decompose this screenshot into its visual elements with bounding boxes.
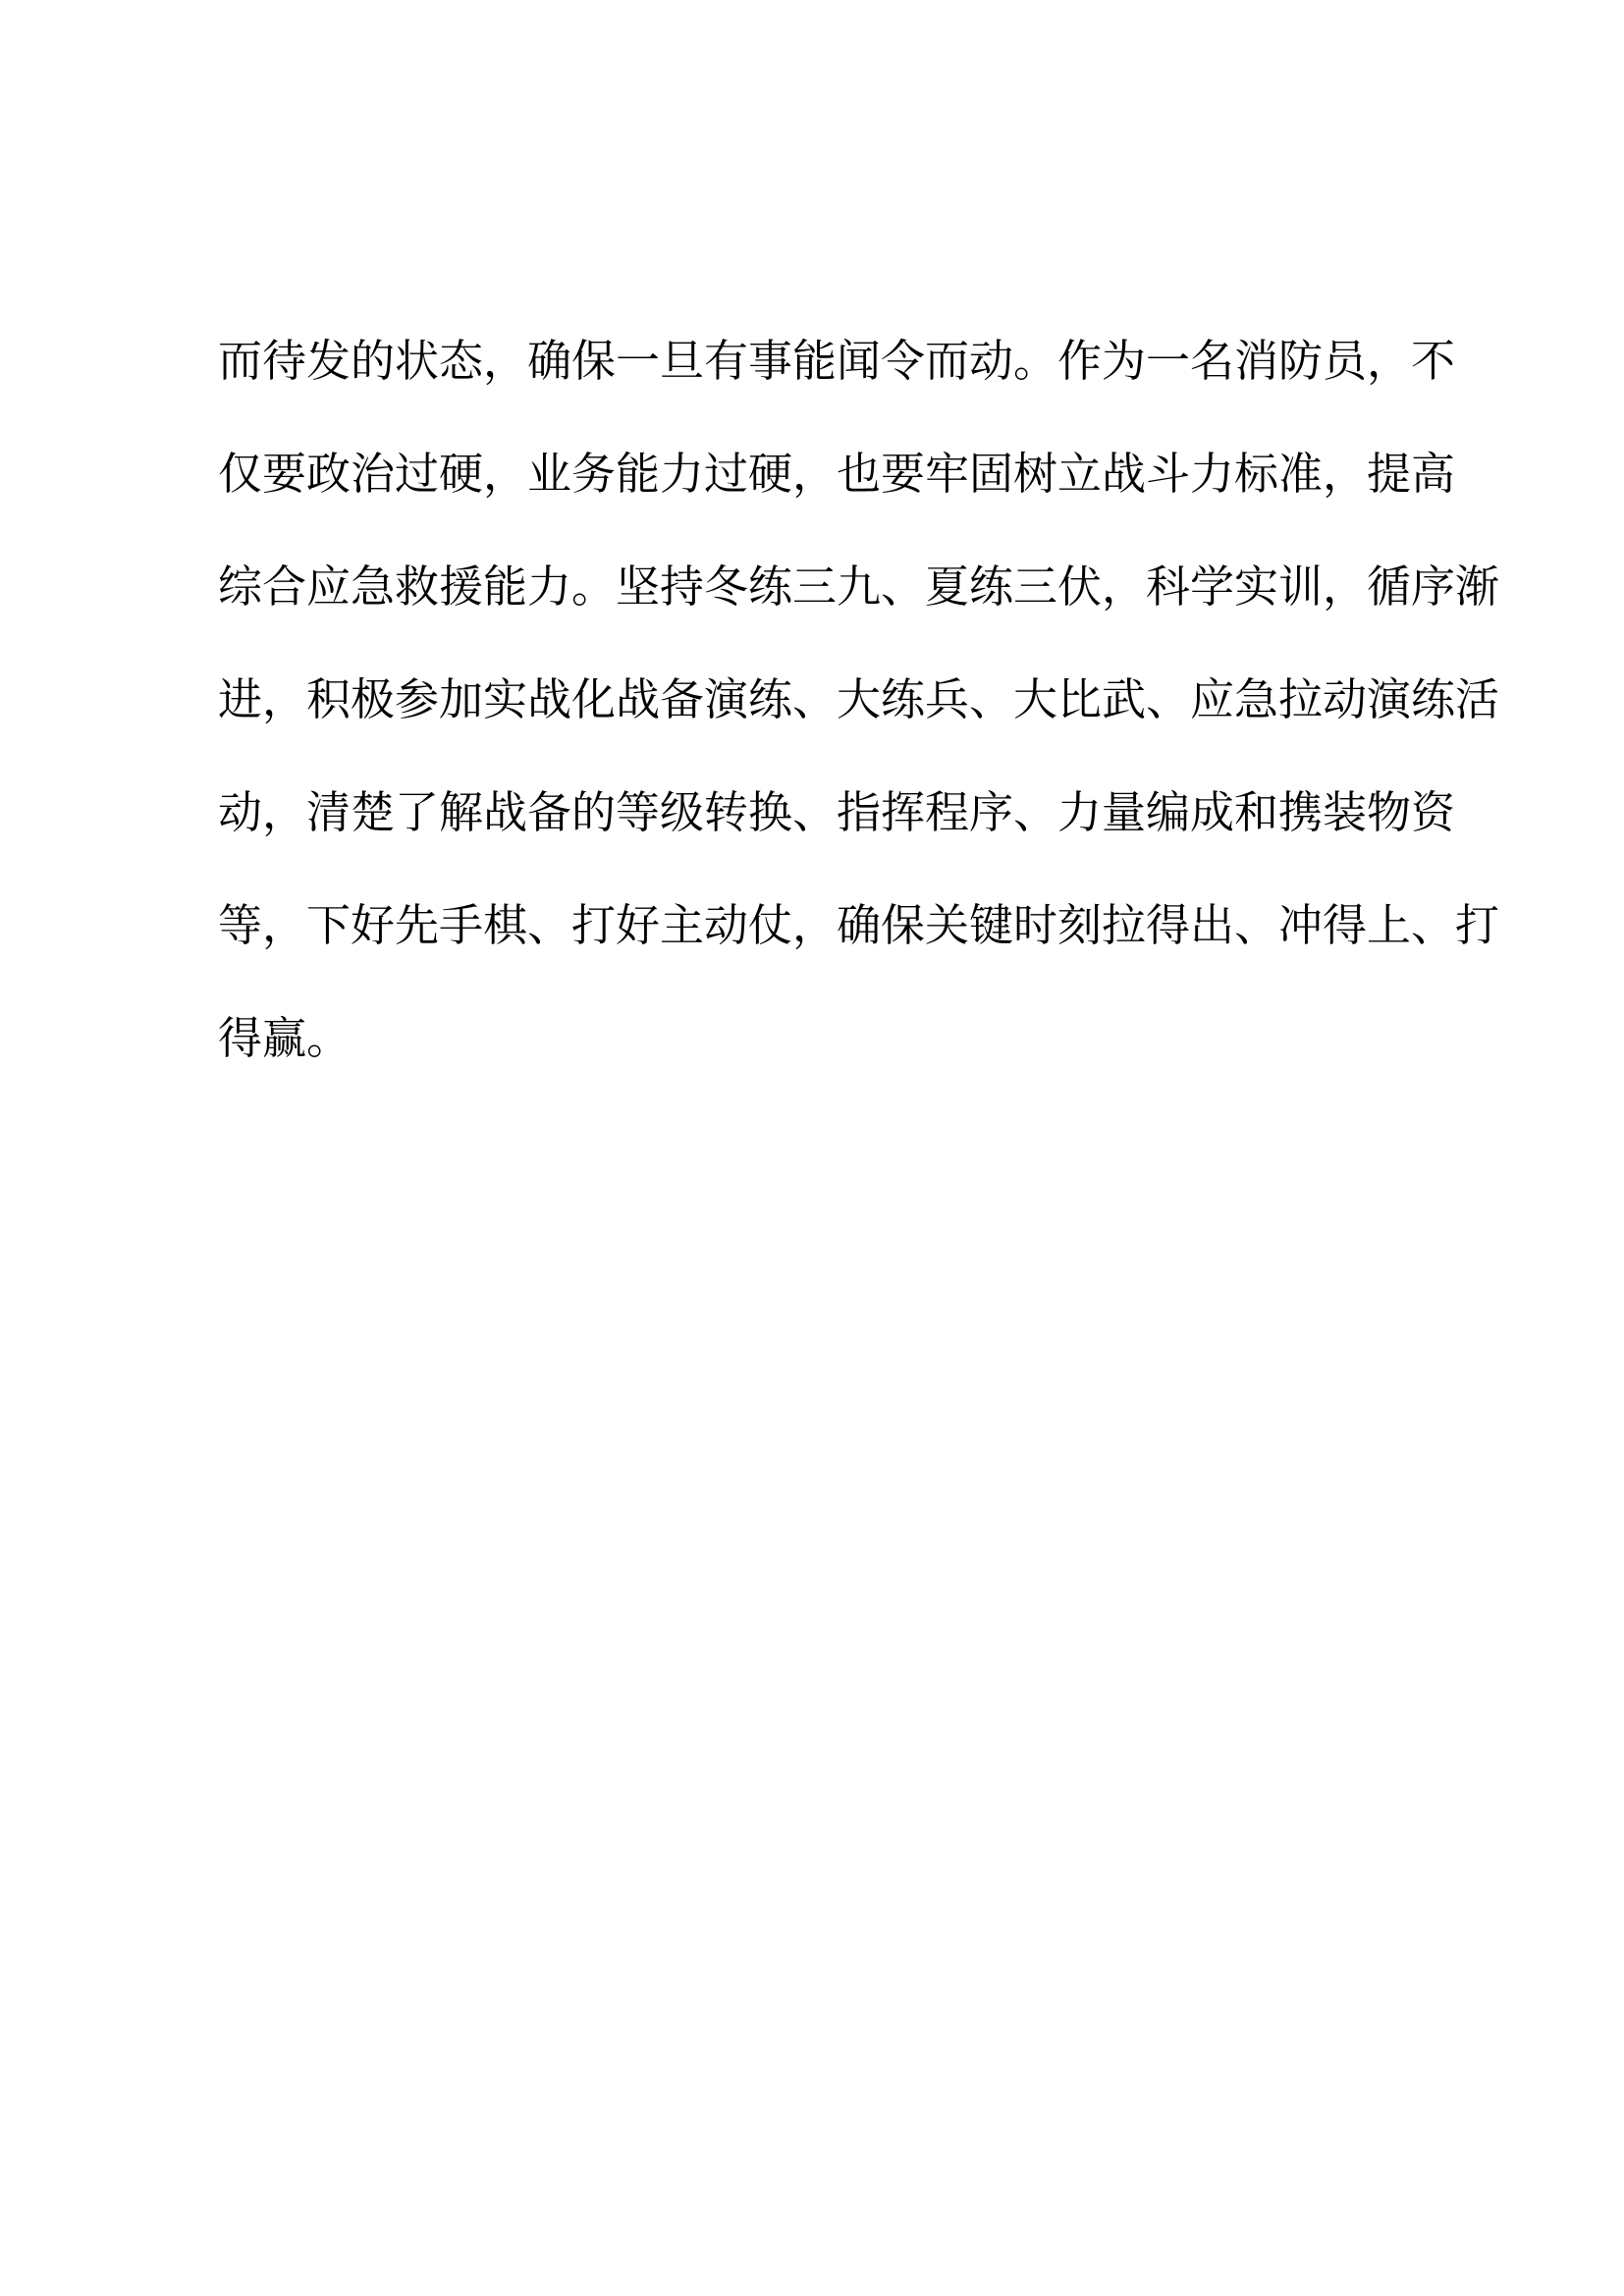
paragraph-line: 综合应急救援能力。坚持冬练三九、夏练三伏，科学实训，循序渐 [218, 561, 1500, 613]
body-paragraph [218, 304, 1500, 1095]
paragraph-line: 仅要政治过硬，业务能力过硬，也要牢固树立战斗力标准，提高 [218, 448, 1456, 500]
paragraph-line: 得赢。 [218, 1012, 352, 1064]
paragraph-line: 等，下好先手棋、打好主动仗，确保关键时刻拉得出、冲得上、打 [218, 899, 1500, 951]
paragraph-line: 而待发的状态，确保一旦有事能闻令而动。作为一名消防员，不 [218, 335, 1456, 387]
paragraph-line: 进，积极参加实战化战备演练、大练兵、大比武、应急拉动演练活 [218, 673, 1500, 725]
paragraph-line: 动，清楚了解战备的等级转换、指挥程序、力量编成和携装物资 [218, 786, 1456, 838]
